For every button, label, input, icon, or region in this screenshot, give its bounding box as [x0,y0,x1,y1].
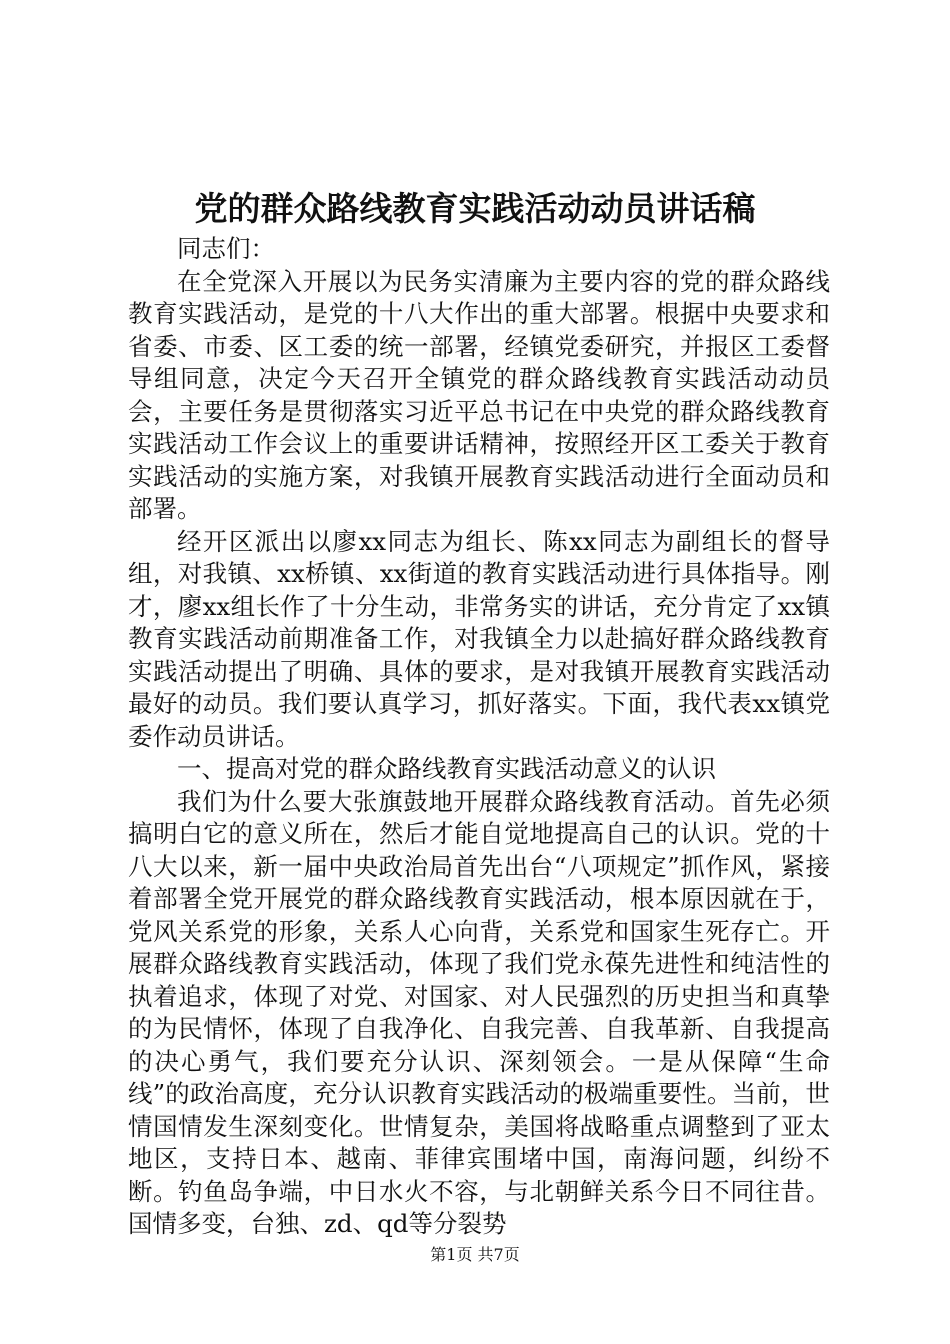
document-title: 党的群众路线教育实践活动动员讲话稿 [194,189,756,228]
salutation-paragraph: 同志们： [177,234,275,263]
body-paragraph: 我们为什么要大张旗鼓地开展群众路线教育活动。首先必须搞明白它的意义所在，然后才能自觉地提高自己的认识。党的十八大以来，新一届中央政治局首先出台“八项规定”抓作风，紧接着部署全党开展党的群众路线教育实践活动，根本原因就在于，党风关系党的形象，关系人心向背，关系党和国家生死存亡。开展群众路线教育实践活动，体现了我们党永葆先进性和纯洁性的执着追求，体现了对党、对国家、对人民强烈的历史担当和真挚的为民情怀，体现了自我净化、自我完善、自我革新、自我提高的决心勇气，我们要充分认识、深刻领会。一是从保障“生命线”的政治高度，充分认识教育实践活动的极端重要性。当前，世情国情发生深刻变化。世情复杂，美国将战略重点调整到了亚太地区，支持日本、越南、菲律宾围堵中国，南海问题，纠纷不断。钓鱼岛争端，中日水火不容，与北朝鲜关系今日不同往昔。国情多变，台独、zd、qd等分裂势 [128,786,830,1238]
body-paragraph: 在全党深入开展以为民务实清廉为主要内容的党的群众路线教育实践活动，是党的十八大作出的重大部署。根据中央要求和省委、市委、区工委的统一部署，经镇党委研究，并报区工委督导组同意，决定今天召开全镇党的群众路线教育实践活动动员会，主要任务是贯彻落实习近平总书记在中央党的群众路线教育实践活动工作会议上的重要讲话精神，按照经开区工委关于教育实践活动的实施方案，对我镇开展教育实践活动进行全面动员和部署。 [128,266,830,523]
document-body [128,233,830,1241]
page-number-footer: 第1页 共7页 [430,1245,520,1264]
section-heading: 一、提高对党的群众路线教育实践活动意义的认识 [177,754,716,783]
body-paragraph: 经开区派出以廖xx同志为组长、陈xx同志为副组长的督导组，对我镇、xx桥镇、xx街道的教育实践活动进行具体指导。刚才，廖xx组长作了十分生动，非常务实的讲话，充分肯定了xx镇教育实践活动前期准备工作，对我镇全力以赴搞好群众路线教育实践活动提出了明确、具体的要求，是对我镇开展教育实践活动最好的动员。我们要认真学习，抓好落实。下面，我代表xx镇党委作动员讲话。 [128,526,830,751]
